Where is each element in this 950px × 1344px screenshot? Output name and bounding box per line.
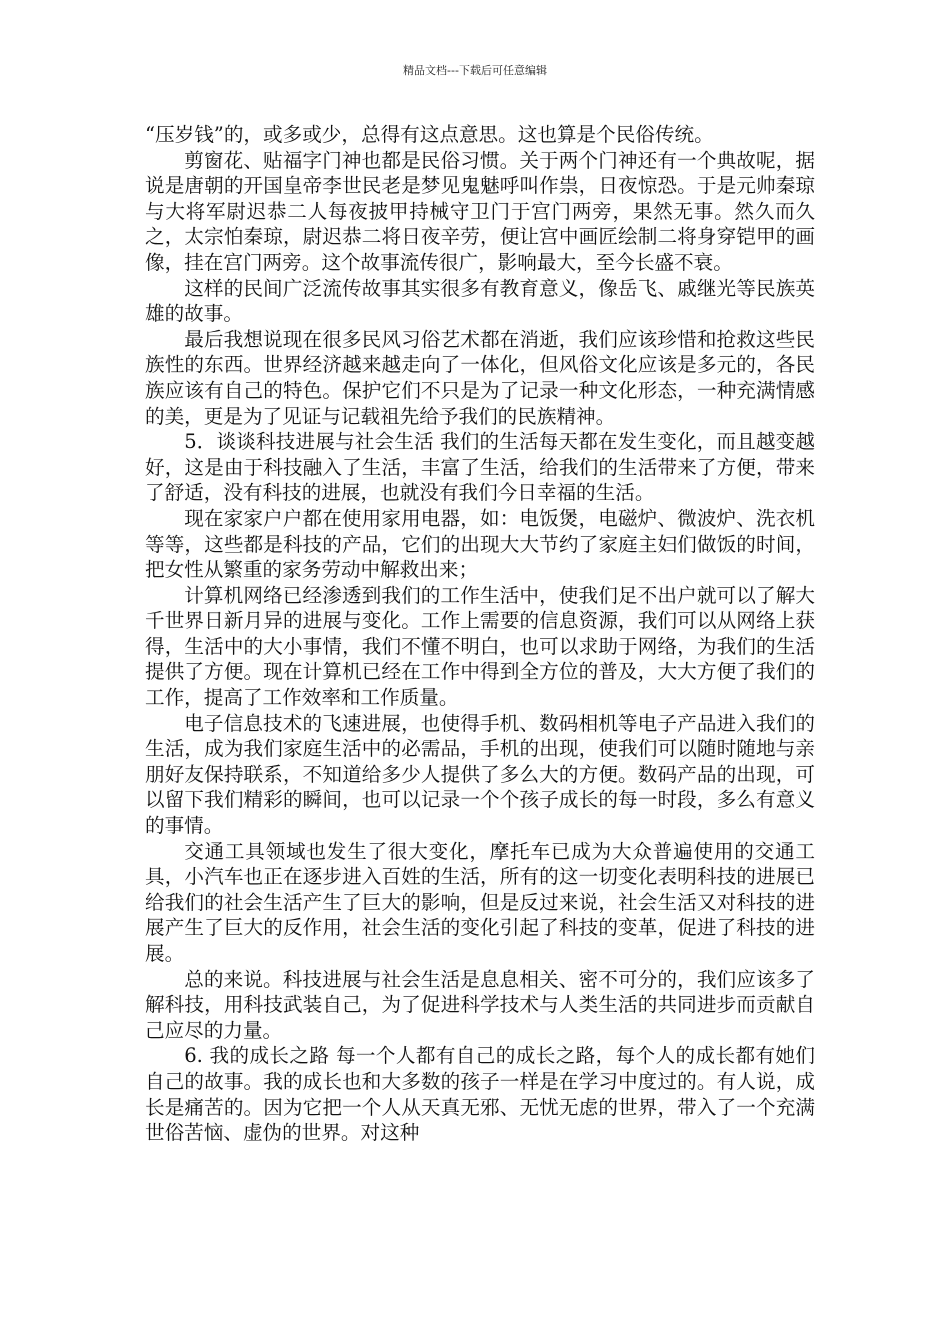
paragraph-8: 电子信息技术的飞速进展，也使得手机、数码相机等电子产品进入我们的生活，成为我们家庭生活中的必需品，手机的出现，使我们可以随时随地与亲朋好友保持联系，不知道给多少人提供了多么大的方便。数码产品的出现，可以留下我们精彩的瞬间，也可以记录一个个孩子成长的每一时段，多么有意义的事情。 <box>145 711 815 838</box>
paragraph-5: 5．谈谈科技进展与社会生活 我们的生活每天都在发生变化，而且越变越好，这是由于科技融入了生活，丰富了生活，给我们的生活带来了方便，带来了舒适，没有科技的进展，也就没有我们今日幸福的生活。 <box>145 430 815 505</box>
paragraph-7: 计算机网络已经渗透到我们的工作生活中，使我们足不出户就可以了解大千世界日新月异的进展与变化。工作上需要的信息资源，我们可以从网络上获得，生活中的大小事情，我们不懂不明白，也可以求助于网络，为我们的生活提供了方便。现在计算机已经在工作中得到全方位的普及，大大方便了我们的工作，提高了工作效率和工作质量。 <box>145 583 815 710</box>
paragraph-9: 交通工具领域也发生了很大变化，摩托车已成为大众普遍使用的交通工具，小汽车也正在逐步进入百姓的生活，所有的这一切变化表明科技的进展已给我们的社会生活产生了巨大的影响，但是反过来说，社会生活又对科技的进展产生了巨大的反作用，社会生活的变化引起了科技的变革，促进了科技的进展。 <box>145 839 815 965</box>
paragraph-3: 这样的民间广泛流传故事其实很多有教育意义，像岳飞、戚继光等民族英雄的故事。 <box>145 276 815 326</box>
paragraph-1: “压岁钱”的，或多或少，总得有这点意思。这也算是个民俗传统。 <box>145 123 714 146</box>
document-body <box>145 122 815 1146</box>
paragraph-10: 总的来说。科技进展与社会生活是息息相关、密不可分的，我们应该多了解科技，用科技武装自己，为了促进科学技术与人类生活的共同进步而贡献自己应尽的力量。 <box>145 967 815 1042</box>
paragraph-11: 6. 我的成长之路 每一个人都有自己的成长之路，每个人的成长都有她们自己的故事。我的成长也和大多数的孩子一样是在学习中度过的。有人说，成长是痛苦的。因为它把一个人从天真无邪、无忧无虑的世界，带入了一个充满世俗苦恼、虚伪的世界。对这种 <box>145 1044 815 1145</box>
paragraph-4: 最后我想说现在很多民风习俗艺术都在消逝，我们应该珍惜和抢救这些民族性的东西。世界经济越来越走向了一体化，但风俗文化应该是多元的，各民族应该有自己的特色。保护它们不只是为了记录一种文化形态，一种充满情感的美，更是为了见证与记载祖先给予我们的民族精神。 <box>145 327 815 428</box>
page-header: 精品文档---下载后可任意编辑 <box>403 64 547 77</box>
paragraph-6: 现在家家户户都在使用家用电器，如：电饭煲，电磁炉、微波炉、洗衣机等等，这些都是科技的产品，它们的出现大大节约了家庭主妇们做饭的时间，把女性从繁重的家务劳动中解救出来； <box>145 506 815 582</box>
paragraph-2: 剪窗花、贴福字门神也都是民俗习惯。关于两个门神还有一个典故呢，据说是唐朝的开国皇帝李世民老是梦见鬼魅呼叫作祟，日夜惊恐。于是元帅秦琼与大将军尉迟恭二人每夜披甲持械守卫门于宫门两旁，果然无事。然久而久之，太宗怕秦琼，尉迟恭二将日夜辛劳，便让宫中画匠绘制二将身穿铠甲的画像，挂在宫门两旁。这个故事流传很广，影响最大，至今长盛不衰。 <box>145 148 815 274</box>
